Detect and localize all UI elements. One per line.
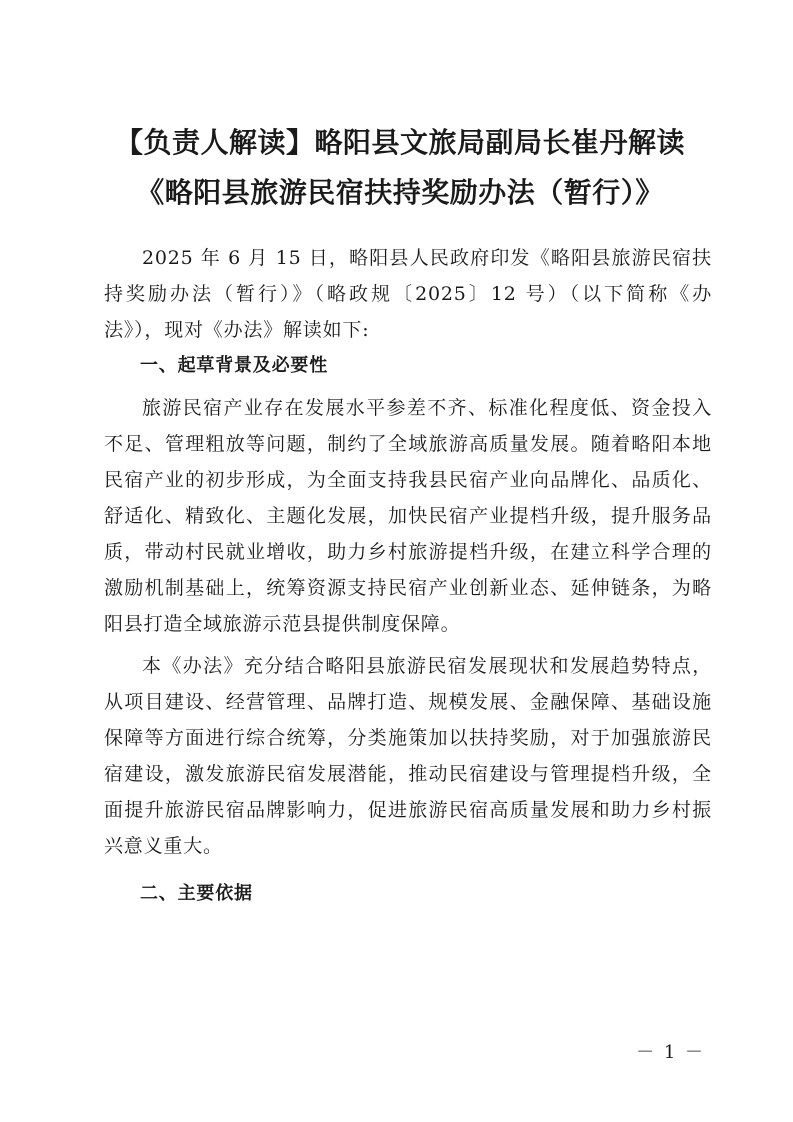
section-1-paragraph-2: 本《办法》充分结合略阳县旅游民宿发展现状和发展趋势特点，从项目建设、经营管理、品牌打造、规模发展、金融保障、基础设施保障等方面进行综合统筹，分类施策加以扶持奖励，对于加强旅游民宿建设，激发旅游民宿发展潜能，推动民宿建设与管理提档升级，全面提升旅游民宿品牌影响力，促进旅游民宿高质量发展和助力乡村振兴意义重大。 xyxy=(104,655,712,857)
title-line-2: 《略阳县旅游民宿扶持奖励办法（暂行）》 xyxy=(136,176,664,209)
title-line-1: 【负责人解读】略阳县文旅局副局长崔丹解读 xyxy=(114,126,685,159)
document-body xyxy=(104,240,712,912)
page-number: － 1 － xyxy=(636,1042,705,1063)
section-1-heading: 一、起草背景及必要性 xyxy=(140,355,328,376)
document-title xyxy=(60,118,740,218)
spacer xyxy=(104,864,712,876)
intro-paragraph: 2025 年 6 月 15 日，略阳县人民政府印发《略阳县旅游民宿扶持奖励办法（暂行）》（略政规〔2025〕12 号）（以下简称《办法》），现对《办法》解读如下: xyxy=(104,247,712,341)
section-1-paragraph-1: 旅游民宿产业存在发展水平参差不齐、标准化程度低、资金投入不足、管理粗放等问题，制约了全域旅游高质量发展。随着略阳本地民宿产业的初步形成，为全面支持我县民宿产业向品牌化、品质化、舒适化、精致化、主题化发展，加快民宿产业提档升级，提升服务品质，带动村民就业增收，助力乡村旅游提档升级，在建立科学合理的激励机制基础上，统筹资源支持民宿产业创新业态、延伸链条，为略阳县打造全域旅游示范县提供制度保障。 xyxy=(104,397,712,635)
section-2-heading: 二、主要依据 xyxy=(140,883,253,904)
